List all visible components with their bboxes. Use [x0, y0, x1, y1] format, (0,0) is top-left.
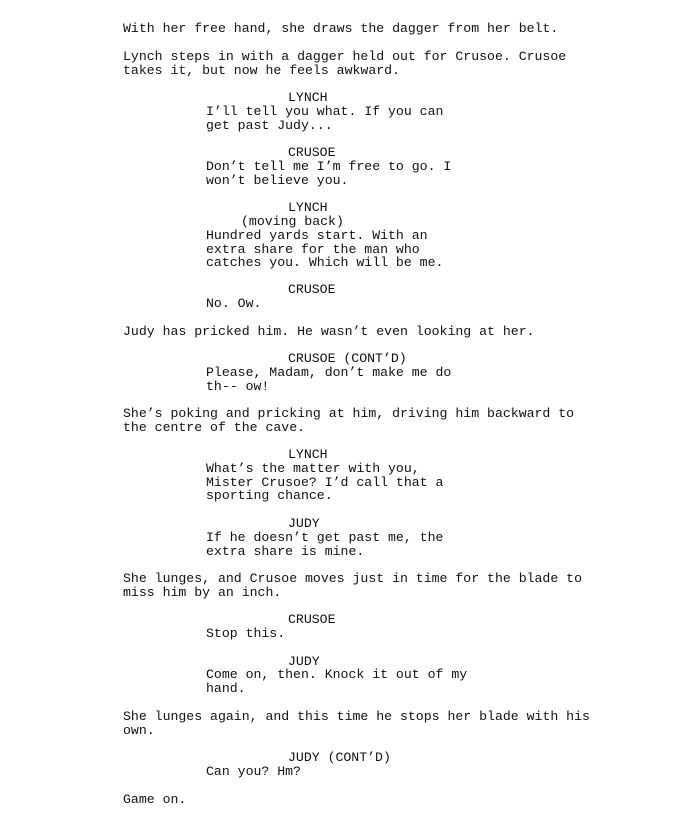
character-name: CRUSOE [288, 282, 336, 297]
character-name: JUDY [288, 654, 320, 669]
dialogue-line: Please, Madam, don’t make me do th-- ow! [206, 365, 452, 394]
action-line: Judy has pricked him. He wasn’t even looking at her. [123, 324, 535, 339]
character-name: CRUSOE [288, 145, 336, 160]
dialogue-line: Can you? Hm? [206, 764, 301, 779]
character-name: LYNCH [288, 90, 328, 105]
character-name: LYNCH [288, 200, 328, 215]
character-name: LYNCH [288, 447, 328, 462]
dialogue-line: Don’t tell me I’m free to go. I won’t believe you. [206, 159, 452, 188]
dialogue-line: Come on, then. Knock it out of my hand. [206, 667, 468, 696]
dialogue-line: If he doesn’t get past me, the extra share is mine. [206, 530, 444, 559]
dialogue-line: Stop this. [206, 626, 286, 641]
action-line: She lunges again, and this time he stops her blade with his own. [123, 709, 590, 738]
action-line: She lunges, and Crusoe moves just in time for the blade to miss him by an inch. [123, 571, 582, 600]
action-line: Game on. [123, 792, 187, 807]
action-line: She’s poking and pricking at him, driving him backward to the centre of the cave. [123, 406, 575, 435]
character-name: CRUSOE [288, 612, 336, 627]
character-name: JUDY [288, 516, 320, 531]
dialogue-line: Hundred yards start. With an extra share for the man who catches you. Which will be me. [206, 228, 444, 271]
parenthetical: (moving back) [241, 214, 344, 229]
dialogue-line: No. Ow. [206, 296, 262, 311]
character-name: CRUSOE (CONT’D) [288, 351, 407, 366]
dialogue-line: What’s the matter with you, Mister Crusoe? I’d call that a sporting chance. [206, 461, 444, 504]
dialogue-line: I’ll tell you what. If you can get past Judy... [206, 104, 444, 133]
action-line: With her free hand, she draws the dagger from her belt. [123, 21, 559, 36]
action-line: Lynch steps in with a dagger held out for Crusoe. Crusoe takes it, but now he feels awkward. [123, 49, 567, 78]
character-name: JUDY (CONT’D) [288, 750, 391, 765]
